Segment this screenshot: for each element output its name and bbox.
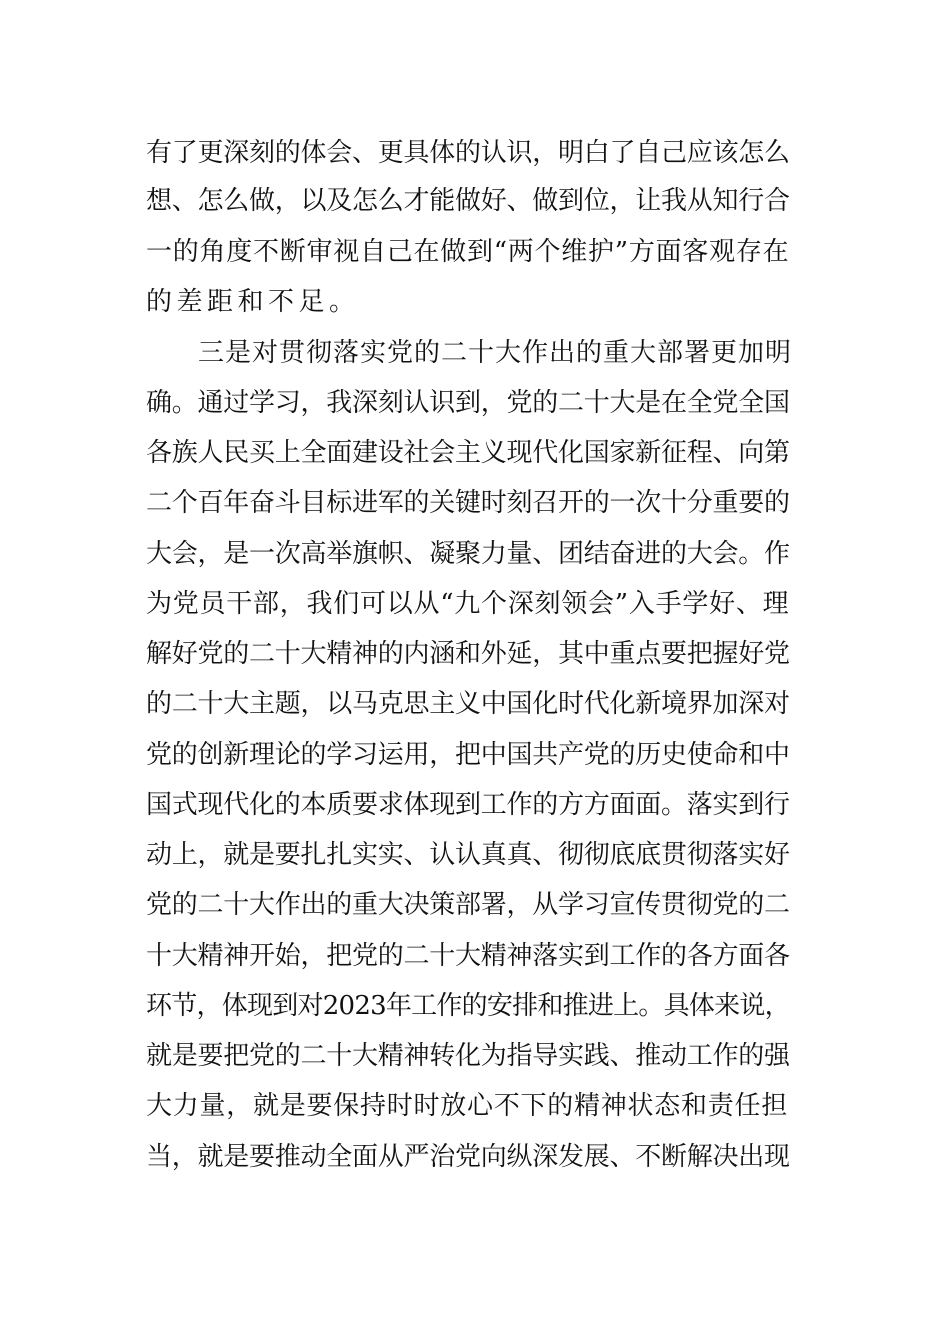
paragraph-line: 就是要把党的二十大精神转化为指导实践、推动工作的强	[146, 1041, 790, 1071]
paragraph-line: 确。通过学习，我深刻认识到，党的二十大是在全党全国	[146, 388, 790, 418]
paragraph-line: 动上，就是要扎扎实实、认认真真、彻彻底底贯彻落实好	[146, 840, 790, 870]
paragraph-line: 二个百年奋斗目标进军的关键时刻召开的一次十分重要的	[146, 488, 790, 518]
paragraph-line: 为党员干部，我们可以从“九个深刻领会”入手学好、理	[146, 589, 790, 619]
paragraph-line: 国式现代化的本质要求体现到工作的方方面面。落实到行	[146, 790, 790, 820]
paragraph-line: 大会，是一次高举旗帜、凝聚力量、团结奋进的大会。作	[146, 539, 790, 569]
paragraph-line: 环节，体现到对2023年工作的安排和推进上。具体来说，	[146, 991, 790, 1021]
paragraph-line: 的差距和不足。	[146, 287, 360, 317]
paragraph-line: 党的创新理论的学习运用，把中国共产党的历史使命和中	[146, 740, 790, 770]
paragraph-line: 解好党的二十大精神的内涵和外延，其中重点要把握好党	[146, 639, 790, 669]
paragraph-line: 一的角度不断审视自己在做到“两个维护”方面客观存在	[146, 237, 790, 267]
paragraph-line: 十大精神开始，把党的二十大精神落实到工作的各方面各	[146, 941, 790, 971]
paragraph-line: 有了更深刻的体会、更具体的认识，明白了自己应该怎么	[146, 138, 790, 168]
paragraph-line: 的二十大主题，以马克思主义中国化时代化新境界加深对	[146, 689, 790, 719]
paragraph-line: 三是对贯彻落实党的二十大作出的重大部署更加明	[198, 338, 793, 368]
paragraph-line: 各族人民买上全面建设社会主义现代化国家新征程、向第	[146, 438, 790, 468]
paragraph-line: 大力量，就是要保持时时放心不下的精神状态和责任担	[146, 1091, 789, 1121]
paragraph-line: 当，就是要推动全面从严治党向纵深发展、不断解决出现	[146, 1142, 790, 1172]
paragraph-line: 党的二十大作出的重大决策部署，从学习宣传贯彻党的二	[146, 890, 790, 920]
paragraph-line: 想、怎么做，以及怎么才能做好、做到位，让我从知行合	[146, 186, 790, 216]
